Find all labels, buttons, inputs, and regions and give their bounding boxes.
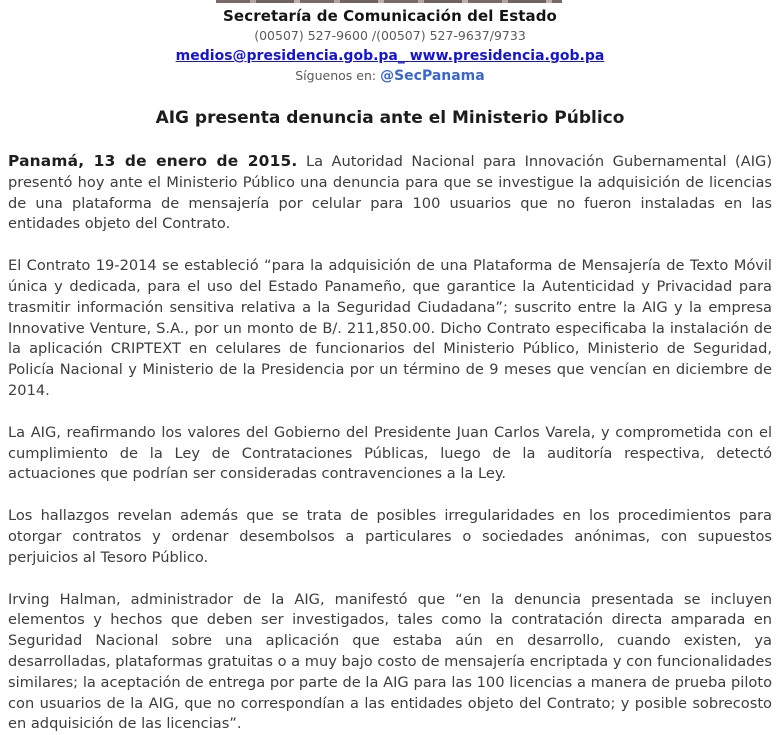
link-separator: _	[397, 48, 410, 64]
email-link[interactable]: medios@presidencia.gob.pa	[175, 48, 398, 64]
dateline: Panamá, 13 de enero de 2015.	[8, 152, 298, 170]
follow-label: Síguenos en:	[295, 68, 381, 83]
paragraph-1: Panamá, 13 de enero de 2015. La Autoridad Nacional para Innovación Gubernamental (AIG) presentó hoy ante el Ministerio Público una denuncia para que se investigue la adquisición de licencias de una plataforma de mensajería por celular para 100 usuarios que no fueron instaladas en las entidades objeto del Contrato.	[8, 152, 773, 233]
article-title: AIG presenta denuncia ante el Ministerio Público	[155, 108, 625, 128]
contact-links	[0, 48, 780, 64]
website-link[interactable]: www.presidencia.gob.pa	[409, 48, 605, 64]
letterhead	[0, 0, 780, 84]
article-body	[0, 151, 780, 735]
cropped-logo-strip	[216, 0, 562, 3]
twitter-handle-link[interactable]: @SecPanama	[380, 68, 485, 84]
paragraph-3: La AIG, reafirmando los valores del Gobierno del Presidente Juan Carlos Varela, y comprometida con el cumplimiento de la Ley de Contrataciones Públicas, luego de la auditoría respectiva, detectó actuaciones que podrían ser consideradas contravenciones a la Ley.	[8, 423, 772, 483]
paragraph-4: Los hallazgos revelan además que se trata de posibles irregularidades en los procedimientos para otorgar contratos y ordenar desembolsos a particulares o sociedades anónimas, con supuestos perjuicios al Tesoro Público.	[8, 507, 772, 566]
phone-numbers: (00507) 527-9600 /(00507) 527-9637/9733	[254, 28, 526, 43]
paragraph-5: Irving Halman, administrador de la AIG, manifestó que “en la denuncia presentada se incluyen elementos y hechos que deben ser investigados, tales como la contratación directa amparada en Seguridad Nacional sobre una aplicación que estaba aún en desarrollo, cuando existen, ya desarrolladas, plataformas gratuitas o a muy bajo costo de mensajería encriptada y con funcionalidades similares; la aceptación de entrega por parte de la AIG para las 100 licencias a manera de prueba piloto con usuarios de la AIG, que no correspondían a las entidades objeto del Contrato; y posible sobrecosto en adquisición de las licencias”.	[8, 590, 772, 733]
social-follow-line	[0, 68, 780, 84]
paragraph-2: El Contrato 19-2014 se estableció “para la adquisición de una Plataforma de Mensajería de Texto Móvil única y dedicada, para el uso del Estado Panameño, que garantice la Autenticidad y Privacidad para trasmitir información sensitiva relativa a la Seguridad Ciudadana”; suscrito entre la AIG y la empresa Innovative Venture, S.A., por un monto de B/. 211,850.00. Dicho Contrato especificaba la instalación de la aplicación CRIPTEXT en celulares de funcionarios del Ministerio Público, Ministerio de Seguridad, Policía Nacional y Ministerio de la Presidencia por un término de 9 meses que vencían en diciembre de 2014.	[8, 257, 772, 399]
org-name: Secretaría de Comunicación del Estado	[223, 7, 557, 25]
